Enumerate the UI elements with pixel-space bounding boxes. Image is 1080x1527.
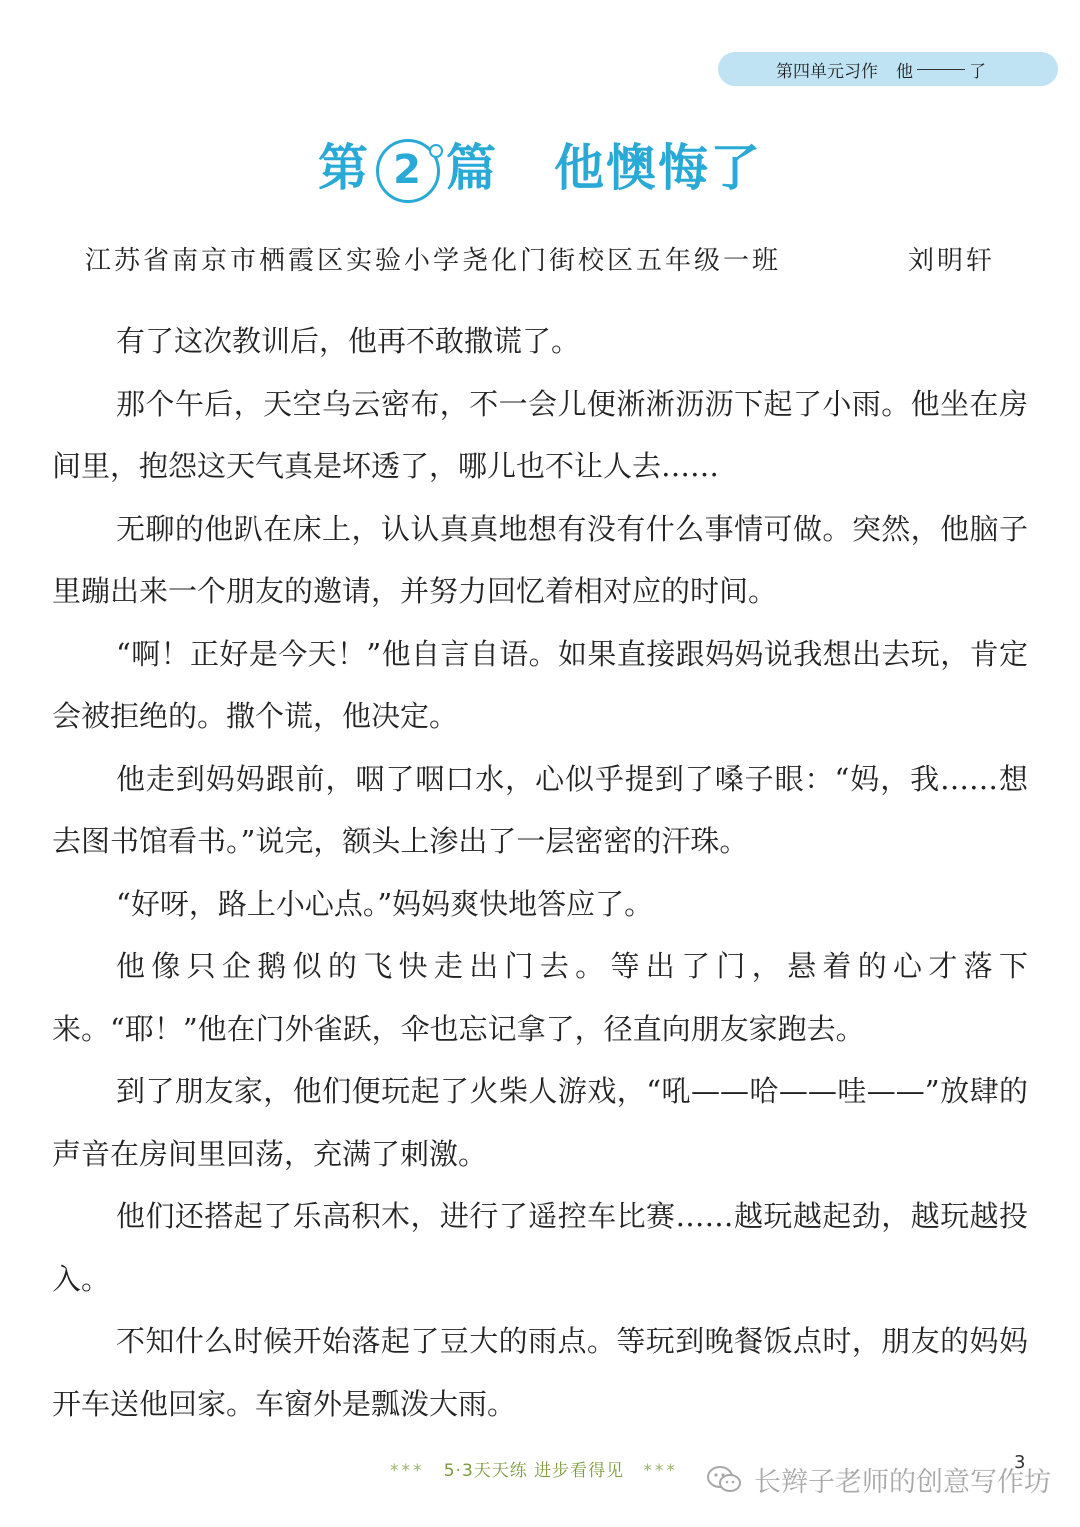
- title-text: 他懊悔了: [554, 139, 762, 197]
- paragraph: 他走到妈妈跟前，咽了咽口水，心似乎提到了嗓子眼：“妈，我……想去图书馆看书。”说完，额头上渗出了一层密密的汗珠。: [52, 761, 1028, 858]
- title-suffix: 篇: [446, 139, 498, 197]
- title-prefix: 第: [318, 139, 370, 197]
- slogan-text: 5·3天天练 进步看得见: [443, 1461, 625, 1481]
- essay-title: [0, 128, 1080, 203]
- footer-dots-left: ***: [390, 1461, 425, 1481]
- essay-body: [52, 310, 1028, 1435]
- paragraph: “好呀，路上小心点。”妈妈爽快地答应了。: [116, 886, 654, 921]
- author-name: 刘明轩: [907, 246, 995, 276]
- watermark-text: 长辫子老师的创意写作坊: [754, 1467, 1051, 1498]
- watermark: [706, 1460, 1051, 1499]
- footer-slogan: [390, 1456, 678, 1481]
- header-he: 他: [896, 61, 913, 82]
- school-name: 江苏省南京市栖霞区实验小学尧化门街校区五年级一班: [85, 246, 782, 276]
- paragraph: 那个午后，天空乌云密布，不一会儿便淅淅沥沥下起了小雨。他坐在房间里，抱怨这天气真是坏透了，哪儿也不让人去……: [52, 386, 1028, 483]
- title-number-badge: 2: [376, 139, 440, 203]
- footer-dots-right: ***: [643, 1461, 678, 1481]
- header-le: 了: [969, 61, 986, 82]
- paragraph: “啊！正好是今天！”他自言自语。如果直接跟妈妈说我想出去玩，肯定会被拒绝的。撒个谎，他决定。: [52, 636, 1028, 733]
- page-number: 3: [1014, 1452, 1026, 1473]
- paragraph: 无聊的他趴在床上，认认真真地想有没有什么事情可做。突然，他脑子里蹦出来一个朋友的邀请，并努力回忆着相对应的时间。: [52, 511, 1028, 608]
- paragraph: 到了朋友家，他们便玩起了火柴人游戏，“吼——哈——哇——”放肆的声音在房间里回荡，充满了刺激。: [52, 1074, 1028, 1171]
- paragraph: 有了这次教训后，他再不敢撒谎了。: [116, 324, 581, 358]
- paragraph: 他像只企鹅似的飞快走出门去。等出了门，悬着的心才落下来。“耶！”他在门外雀跃，伞也忘记拿了，径直向朋友家跑去。: [52, 949, 1028, 1046]
- unit-label: 第四单元习作: [776, 61, 878, 82]
- paragraph: 他们还搭起了乐高积木，进行了遥控车比赛……越玩越起劲，越玩越投入。: [52, 1199, 1028, 1296]
- wechat-icon: [706, 1465, 742, 1495]
- unit-header: [718, 52, 1058, 86]
- paragraph: 不知什么时候开始落起了豆大的雨点。等玩到晚餐饭点时，朋友的妈妈开车送他回家。车窗外是瓢泼大雨。: [52, 1324, 1028, 1421]
- author-byline: [85, 240, 995, 277]
- header-blank: [917, 68, 965, 70]
